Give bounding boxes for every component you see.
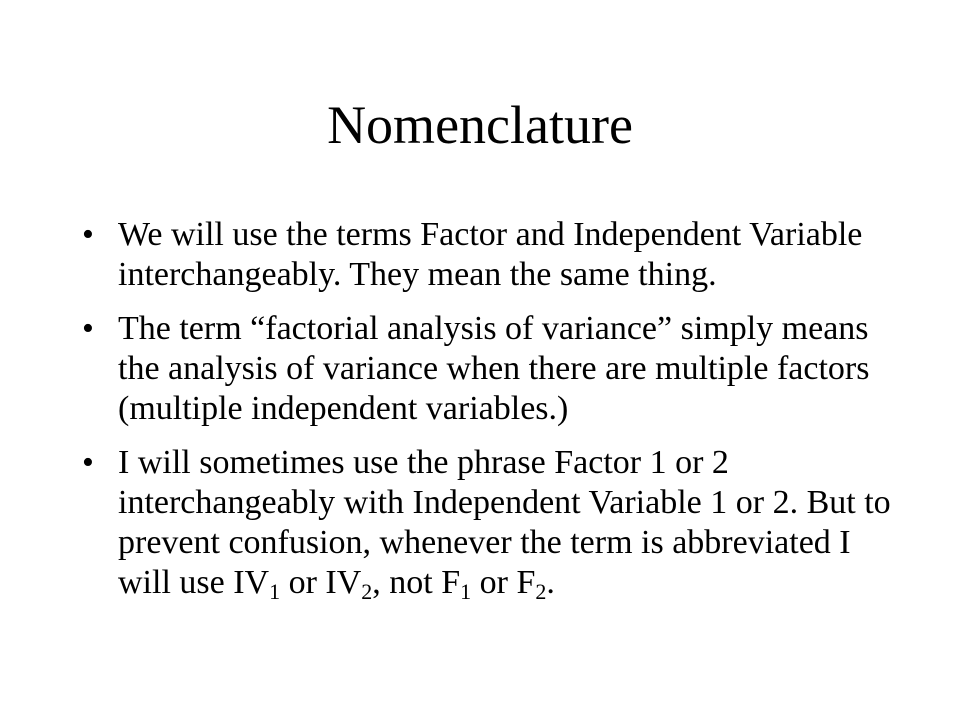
- bullet-dot-icon: •: [82, 310, 94, 347]
- bullet-list: [82, 215, 902, 617]
- subscript-f2: 2: [535, 579, 547, 604]
- subscript-iv2: 2: [361, 579, 373, 604]
- bullet-text-3-part-c: , not F: [372, 564, 461, 601]
- bullet-text-3-part-e: .: [546, 564, 555, 601]
- bullet-item-3: [82, 443, 902, 603]
- bullet-item-1: [82, 215, 902, 295]
- bullet-text-3: [118, 444, 891, 604]
- subscript-f1: 1: [460, 579, 472, 604]
- bullet-text-3-part-a: I will sometimes use the phrase Factor 1 or 2 interchangeably with Independent Variable 1 or 2. But to prevent confusion, whenever the term is abbreviated I will use IV: [118, 444, 891, 601]
- bullet-item-2: [82, 309, 902, 429]
- bullet-text-3-part-d: or F: [471, 564, 536, 601]
- slide-title: Nomenclature: [327, 95, 633, 155]
- bullet-text-1: We will use the terms Factor and Independent Variable interchangeably. They mean the same thing.: [118, 216, 863, 293]
- bullet-text-3-part-b: or IV: [280, 564, 362, 601]
- subscript-iv1: 1: [269, 579, 281, 604]
- bullet-dot-icon: •: [82, 216, 94, 253]
- bullet-dot-icon: •: [82, 444, 94, 481]
- bullet-text-2: The term “factorial analysis of variance” simply means the analysis of variance when there are multiple factors (multiple independent variables.): [118, 310, 870, 427]
